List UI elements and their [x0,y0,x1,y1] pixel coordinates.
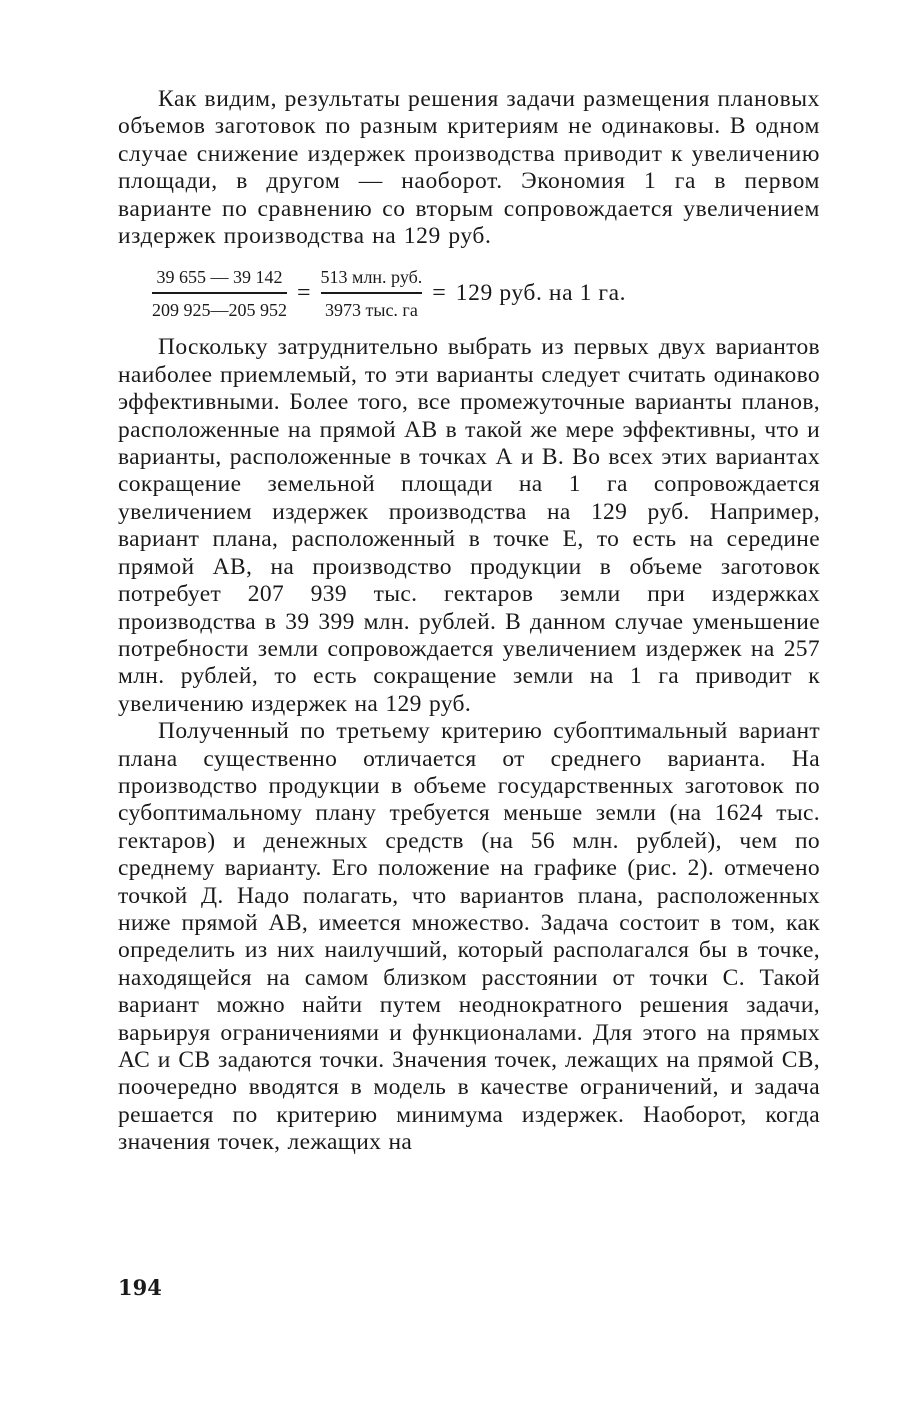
fraction-2-denominator: 3973 тыс. га [324,299,418,320]
page-body [118,86,820,1157]
fraction-differences [152,266,287,321]
fraction-1-denominator: 209 925—205 952 [152,299,287,320]
fraction-1-numerator: 39 655 — 39 142 [156,267,283,288]
page-number: 194 [118,1275,162,1300]
paragraph-3: Полученный по третьему критерию субоптимальный вариант плана существенно отличается от среднего варианта. На производство продукции в объеме государственных заготовок по субоптимальному плану требуется меньше земли (на 1624 тыс. гектаров) и денежных средств (на 56 млн. рублей), чем по среднему варианту. Его положение на графике (рис. 2). отмечено точкой Д. Надо полагать, что вариантов плана, расположенных ниже прямой АВ, имеется множество. Задача состоит в том, как определить из них наилучший, который располагался бы в точке, находящейся на самом близком расстоянии от точки С. Такой вариант можно найти путем неоднократного решения задачи, варьируя ограничениями и функционалами. Для этого на прямых АС и СВ задаются точки. Значения точек, лежащих на прямой СВ, поочередно вводятся в модель в качестве ограничений, и задача решается по критерию минимума издержек. Наоборот, когда значения точек, лежащих на [118,718,820,1156]
fraction-1-bar [152,292,287,294]
equals-sign-1: = [297,279,311,306]
fraction-units [321,266,423,321]
paragraph-1: Как видим, результаты решения задачи размещения плановых объемов заготовок по разным критериям не одинаковы. В одном случае снижение издержек производства приводит к увеличению площади, в другом — наоборот. Экономия 1 га в первом варианте по сравнению со вторым сопровождается увеличением издержек производства на 129 руб. [118,86,820,250]
fraction-2-bar [321,292,423,294]
paragraph-2: Поскольку затруднительно выбрать из первых двух вариантов наиболее приемлемый, то эти варианты следует считать одинаково эффективными. Более того, все промежуточные варианты планов, расположенные на прямой АВ в такой же мере эффективны, что и варианты, расположенные в точках А и В. Во всех этих вариантах сокращение земельной площади на 1 га сопровождается увеличением издержек производства на 129 руб. Например, вариант плана, расположенный в точке Е, то есть на середине прямой АВ, на производство продукции в объеме заготовок потребует 207 939 тыс. гектаров земли при издержках производства в 39 399 млн. рублей. В данном случае уменьшение потребности земли сопровождается увеличением издержек на 257 млн. рублей, то есть сокращение земли на 1 га приводит к увеличению издержек на 129 руб. [118,334,820,717]
equals-sign-2: = [432,279,446,306]
fraction-2-numerator: 513 млн. руб. [320,267,423,288]
formula [152,264,820,322]
formula-result: 129 руб. на 1 га. [455,279,627,306]
